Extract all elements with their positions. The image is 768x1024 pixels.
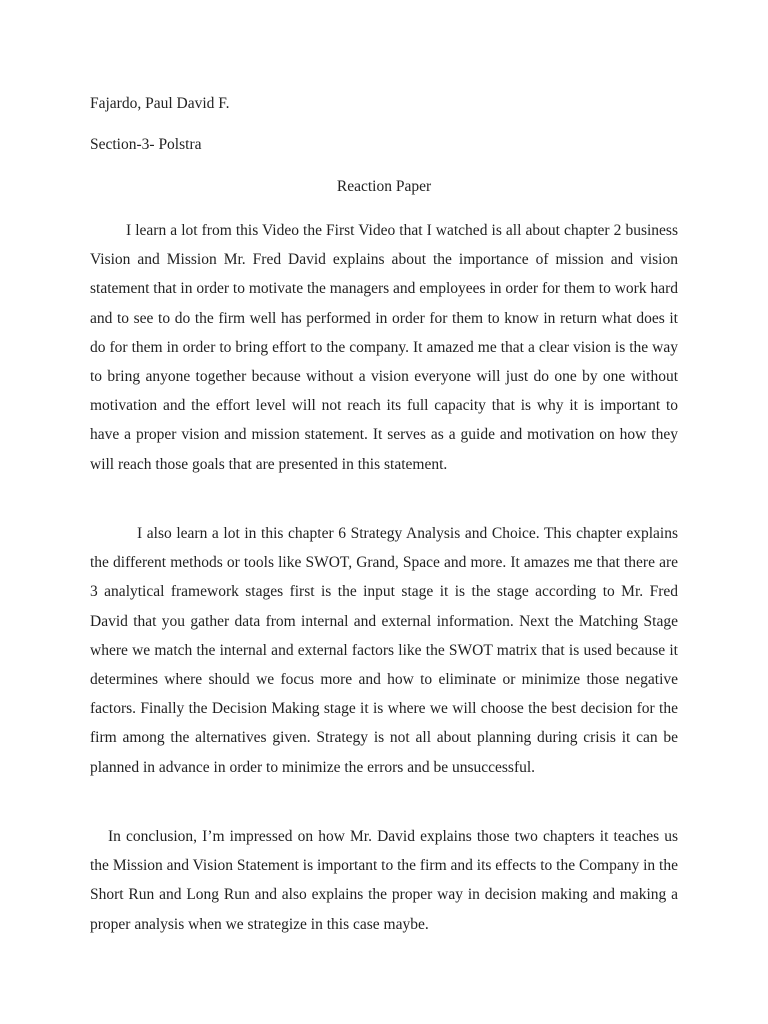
body-paragraph-3: In conclusion, I’m impressed on how Mr. David explains those two chapters it teaches us the Mission and Vision Statement is important to the firm and its effects to the Company in the Short Run and Long Run and also explains the proper way in decision making and making a proper analysis when we strategize in this case maybe. — [90, 828, 678, 933]
body-paragraph-1: I learn a lot from this Video the First Video that I watched is all about chapter 2 business Vision and Mission Mr. Fred David explains about the importance of mission and vision statement that in order to motivate the managers and employees in order for them to work hard and to see to do the firm well has performed in order for them to know in return what does it do for them in order to bring effort to the company. It amazed me that a clear vision is the way to bring anyone together because without a vision everyone will just do one by one without motivation and the effort level will not reach its full capacity that is why it is important to have a proper vision and mission statement. It serves as a guide and motivation on how they will reach those goals that are presented in this statement. — [90, 222, 678, 473]
document-title: Reaction Paper — [336, 178, 432, 195]
body-paragraph-2: I also learn a lot in this chapter 6 Strategy Analysis and Choice. This chapter explains the different methods or tools like SWOT, Grand, Space and more. It amazes me that there are 3 analytical framework stages first is the input stage it is the stage according to Mr. Fred David that you gather data from internal and external information. Next the Matching Stage where we match the internal and external factors like the SWOT matrix that is used because it determines where should we focus more and how to eliminate or minimize those negative factors. Finally the Decision Making stage it is where we will choose the best decision for the firm among the alternatives given. Strategy is not all about planning during crisis it can be planned in advance in order to minimize the errors and be unsuccessful. — [90, 525, 678, 776]
section-label: Section-3- Polstra — [90, 136, 202, 153]
author-name: Fajardo, Paul David F. — [90, 95, 230, 112]
